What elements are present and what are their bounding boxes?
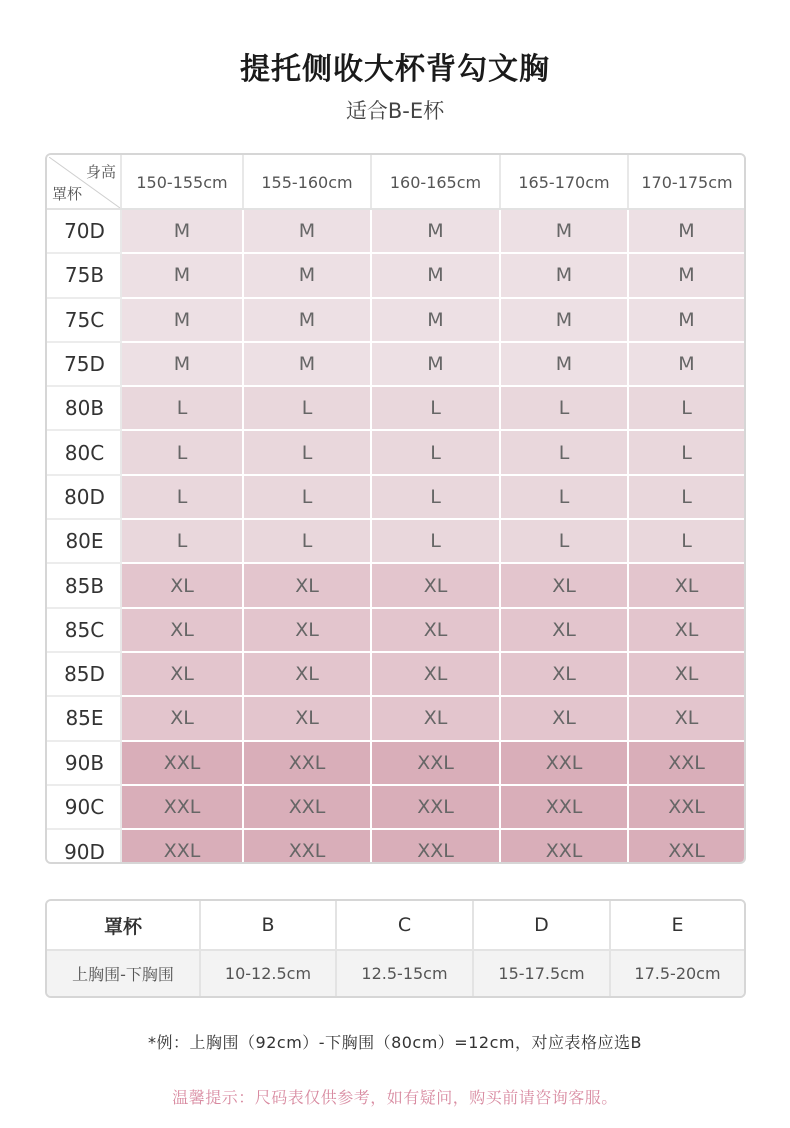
table-row (48, 430, 745, 474)
cup-chart (45, 899, 746, 998)
size-cell: XXL (121, 741, 243, 785)
size-cell: XXL (371, 741, 500, 785)
table-row (48, 253, 745, 297)
size-cell: XXL (500, 785, 628, 829)
cup-size-cell: 90D (48, 829, 121, 864)
table-row (48, 342, 745, 386)
size-cell: XXL (628, 785, 745, 829)
cup-size-cell: 80E (48, 519, 121, 563)
table-row (48, 785, 745, 829)
size-cell: M (628, 209, 745, 253)
size-cell: L (243, 519, 371, 563)
table-row (48, 829, 745, 864)
page-subtitle: 适合B-E杯 (345, 99, 445, 123)
corner-cell (48, 156, 121, 209)
size-chart (45, 153, 746, 864)
size-cell: L (628, 519, 745, 563)
size-cell: L (371, 430, 500, 474)
table-row (48, 386, 745, 430)
size-cell: M (500, 253, 628, 297)
size-cell: XL (628, 608, 745, 652)
corner-height-label: 身高 (85, 163, 116, 181)
table-row (48, 563, 745, 607)
cup-letter: C (336, 901, 473, 950)
cup-table (47, 901, 744, 996)
size-cell: XXL (628, 741, 745, 785)
size-cell: M (121, 342, 243, 386)
size-cell: XL (500, 652, 628, 696)
size-cell: XL (500, 608, 628, 652)
cup-letter: B (200, 901, 336, 950)
table-row (48, 475, 745, 519)
height-header: 155-160cm (243, 156, 371, 209)
size-cell: L (371, 386, 500, 430)
diff-row (47, 950, 744, 996)
size-cell: M (628, 342, 745, 386)
size-cell: XL (371, 608, 500, 652)
diff-value: 17.5-20cm (610, 950, 744, 996)
size-cell: XL (243, 608, 371, 652)
size-cell: M (121, 298, 243, 342)
size-cell: XL (121, 652, 243, 696)
size-cell: XL (371, 563, 500, 607)
size-cell: XXL (371, 829, 500, 864)
size-table (47, 155, 746, 864)
size-cell: L (500, 475, 628, 519)
cup-size-cell: 75B (48, 253, 121, 297)
height-header-row (48, 156, 745, 209)
table-row (48, 696, 745, 740)
table-row (48, 298, 745, 342)
size-cell: M (371, 342, 500, 386)
size-cell: XXL (243, 829, 371, 864)
diff-value: 12.5-15cm (336, 950, 473, 996)
cup-size-cell: 85B (48, 563, 121, 607)
size-cell: M (500, 209, 628, 253)
cup-size-cell: 80C (48, 430, 121, 474)
size-cell: M (371, 298, 500, 342)
size-cell: L (628, 386, 745, 430)
size-cell: L (243, 386, 371, 430)
height-header: 165-170cm (500, 156, 628, 209)
size-cell: XXL (243, 785, 371, 829)
size-cell: XL (121, 608, 243, 652)
size-cell: XL (243, 696, 371, 740)
size-cell: XXL (121, 829, 243, 864)
size-cell: M (628, 298, 745, 342)
height-header: 170-175cm (628, 156, 745, 209)
size-cell: M (121, 253, 243, 297)
cup-letter: E (610, 901, 744, 950)
cup-letter: D (473, 901, 610, 950)
cup-size-cell: 85D (48, 652, 121, 696)
page-title: 提托侧收大杯背勾文胸 (240, 52, 550, 87)
size-cell: XL (500, 696, 628, 740)
size-cell: M (628, 253, 745, 297)
size-cell: XL (121, 563, 243, 607)
size-cell: XL (243, 563, 371, 607)
cup-row (47, 901, 744, 950)
size-cell: M (243, 342, 371, 386)
size-cell: XL (371, 696, 500, 740)
cup-size-cell: 75C (48, 298, 121, 342)
size-cell: XL (628, 696, 745, 740)
height-header: 160-165cm (371, 156, 500, 209)
size-cell: L (243, 475, 371, 519)
size-cell: L (628, 475, 745, 519)
size-cell: XXL (500, 829, 628, 864)
table-row (48, 209, 745, 253)
size-cell: L (628, 430, 745, 474)
size-cell: M (243, 253, 371, 297)
size-cell: XXL (371, 785, 500, 829)
size-cell: M (243, 209, 371, 253)
size-cell: XXL (628, 829, 745, 864)
size-cell: XXL (121, 785, 243, 829)
size-cell: XL (243, 652, 371, 696)
example-note: *例：上胸围（92cm）-下胸围（80cm）=12cm，对应表格应选B (148, 1033, 642, 1052)
cup-size-cell: 80B (48, 386, 121, 430)
size-cell: XXL (243, 741, 371, 785)
cup-size-cell: 85E (48, 696, 121, 740)
size-cell: M (243, 298, 371, 342)
size-cell: L (500, 430, 628, 474)
warm-tip: 温馨提示：尺码表仅供参考，如有疑问，购买前请咨询客服。 (172, 1088, 618, 1107)
table-row (48, 652, 745, 696)
diff-label: 上胸围-下胸围 (47, 950, 200, 996)
size-cell: M (500, 298, 628, 342)
size-cell: XL (628, 652, 745, 696)
size-cell: XL (628, 563, 745, 607)
size-cell: M (371, 209, 500, 253)
diff-value: 10-12.5cm (200, 950, 336, 996)
size-cell: L (371, 475, 500, 519)
corner-cup-label: 罩杯 (52, 185, 83, 203)
size-cell: XXL (500, 741, 628, 785)
size-cell: L (500, 386, 628, 430)
size-cell: L (243, 430, 371, 474)
size-cell: L (121, 519, 243, 563)
cup-header-label: 罩杯 (47, 901, 200, 950)
diff-value: 15-17.5cm (473, 950, 610, 996)
table-row (48, 519, 745, 563)
table-row (48, 608, 745, 652)
cup-size-cell: 85C (48, 608, 121, 652)
cup-size-cell: 70D (48, 209, 121, 253)
size-cell: M (371, 253, 500, 297)
size-cell: M (121, 209, 243, 253)
height-header: 150-155cm (121, 156, 243, 209)
size-cell: L (121, 430, 243, 474)
size-cell: L (121, 475, 243, 519)
size-cell: L (371, 519, 500, 563)
size-cell: XL (371, 652, 500, 696)
cup-size-cell: 90C (48, 785, 121, 829)
size-cell: M (500, 342, 628, 386)
cup-size-cell: 75D (48, 342, 121, 386)
size-cell: L (121, 386, 243, 430)
size-cell: XL (121, 696, 243, 740)
cup-size-cell: 90B (48, 741, 121, 785)
size-cell: XL (500, 563, 628, 607)
cup-size-cell: 80D (48, 475, 121, 519)
table-row (48, 741, 745, 785)
size-cell: L (500, 519, 628, 563)
